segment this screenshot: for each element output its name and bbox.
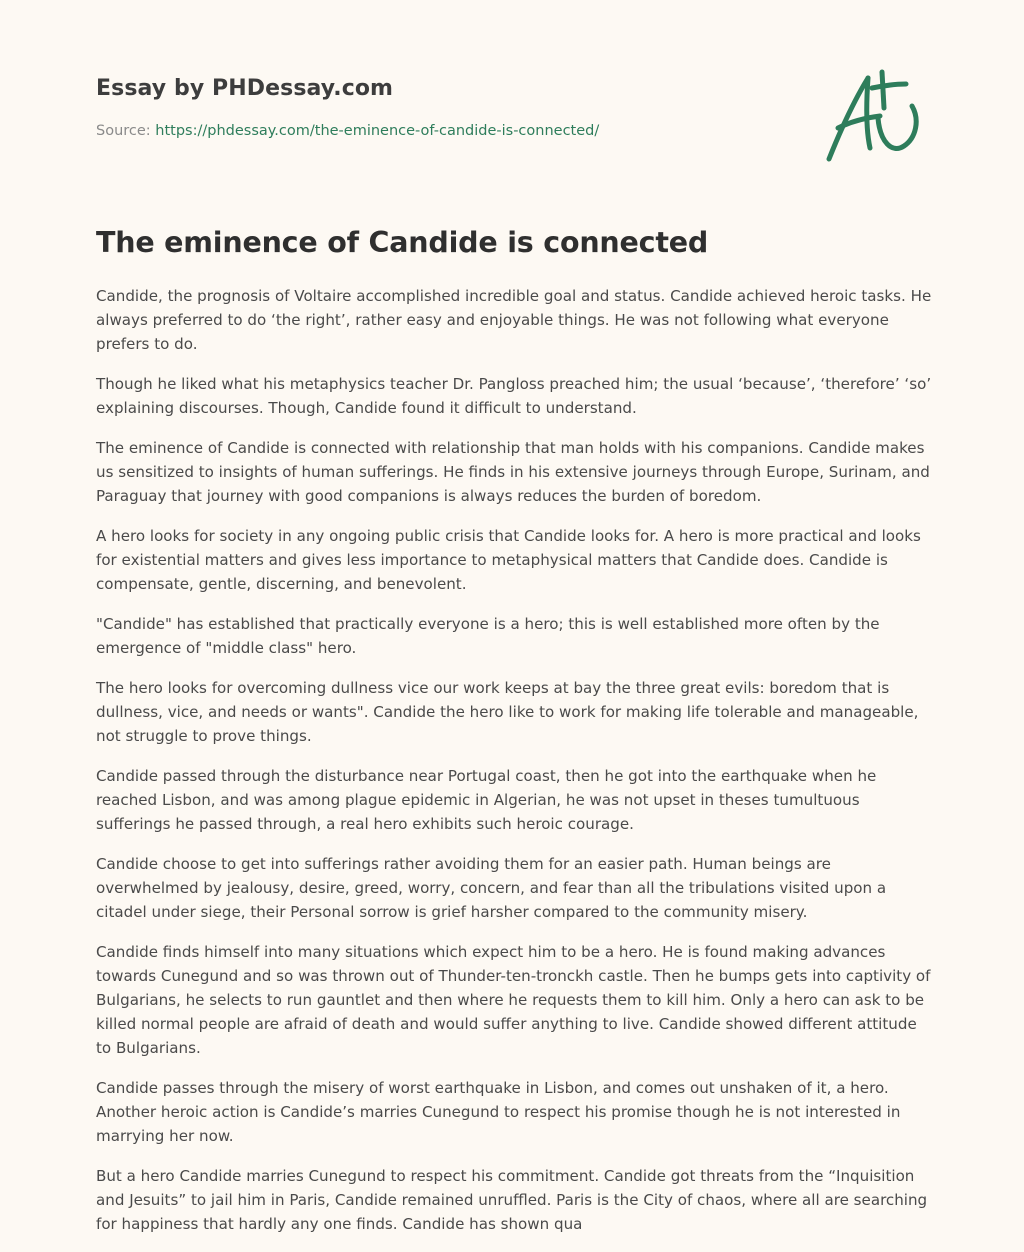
essay-paragraph: "Candide" has established that practically everyone is a hero; this is well established more often by the emergence of "middle class" hero. bbox=[96, 615, 880, 657]
site-brand: Essay by PHDessay.com bbox=[96, 76, 394, 101]
essay-title: The eminence of Candide is connected bbox=[96, 226, 709, 259]
essay-paragraph: Candide choose to get into sufferings rather avoiding them for an easier path. Human beings are overwhelmed by jealousy, desire, greed, worry, concern, and fear than all the tribulations visited upon a citadel under siege, their Personal sorrow is grief harsher compared to the community misery. bbox=[96, 855, 887, 921]
essay-paragraph: Though he liked what his metaphysics teacher Dr. Pangloss preached him; the usual ‘because’, ‘therefore’ ‘so’ explaining discourses. Though, Candide found it difficult to understand. bbox=[96, 375, 932, 417]
essay-paragraph: Candide passes through the misery of worst earthquake in Lisbon, and comes out unshaken of it, a hero. Another heroic action is Candide’s marries Cunegund to respect his promise though he is not interested in marrying her now. bbox=[96, 1079, 901, 1145]
page-header bbox=[96, 76, 928, 139]
source-label: Source: bbox=[96, 123, 151, 139]
a-plus-logo-icon bbox=[822, 66, 930, 166]
essay-body bbox=[96, 284, 932, 1252]
essay-paragraph: But a hero Candide marries Cunegund to respect his commitment. Candide got threats from the “Inquisition and Jesuits” to jail him in Paris, Candide remained unruffled. Paris is the City of chaos, where all are searching for happiness that hardly any one finds. Candide has shown qua bbox=[96, 1167, 928, 1233]
essay-paragraph: Candide, the prognosis of Voltaire accomplished incredible goal and status. Candide achieved heroic tasks. He always preferred to do ‘the right’, rather easy and enjoyable things. He was not following what everyone prefers to do. bbox=[96, 287, 932, 353]
source-line bbox=[96, 123, 928, 139]
essay-paragraph: The eminence of Candide is connected with relationship that man holds with his companions. Candide makes us sensitized to insights of human sufferings. He finds in his extensive journeys through Europe, Surinam, and Paraguay that journey with good companions is always reduces the burden of boredom. bbox=[96, 439, 930, 505]
essay-paragraph: A hero looks for society in any ongoing public crisis that Candide looks for. A hero is more practical and looks for existential matters and gives less importance to metaphysical matters that Candide does. Candide is compensate, gentle, discerning, and benevolent. bbox=[96, 527, 921, 593]
essay-paragraph: Candide passed through the disturbance near Portugal coast, then he got into the earthquake when he reached Lisbon, and was among plague epidemic in Algerian, he was not upset in theses tumultuous sufferings he passed through, a real hero exhibits such heroic courage. bbox=[96, 767, 877, 833]
essay-paragraph: The hero looks for overcoming dullness vice our work keeps at bay the three great evils: boredom that is dullness, vice, and needs or wants". Candide the hero like to work for making life tolerable and manageable, not struggle to prove things. bbox=[96, 679, 919, 745]
source-link[interactable]: https://phdessay.com/the-eminence-of-candide-is-connected/ bbox=[155, 123, 600, 139]
essay-paragraph: Candide finds himself into many situations which expect him to be a hero. He is found making advances towards Cunegund and so was thrown out of Thunder-ten-tronckh castle. Then he bumps gets into captivity of Bulgarians, he selects to run gauntlet and then where he requests them to kill him. Only a hero can ask to be killed normal people are afraid of death and would suffer anything to live. Candide showed different attitude to Bulgarians. bbox=[96, 943, 931, 1057]
